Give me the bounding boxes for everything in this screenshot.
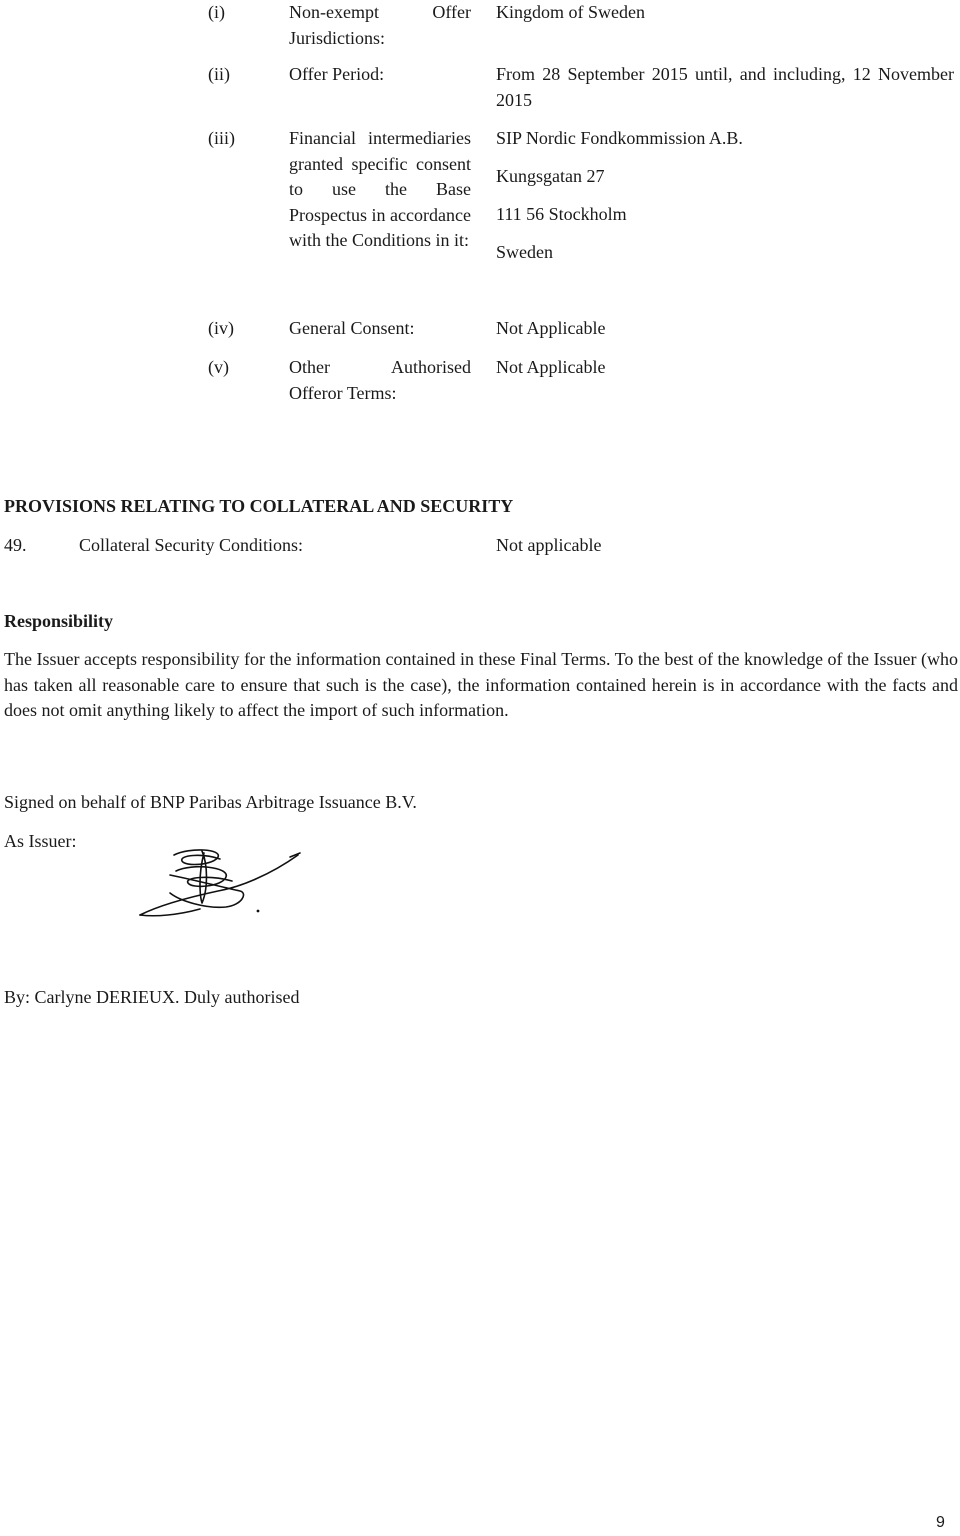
row-iii-value-line-2: Kungsgatan 27 — [496, 166, 605, 186]
signature-image — [130, 845, 310, 925]
row-iv-value: Not Applicable — [496, 318, 606, 338]
provisions-heading: PROVISIONS RELATING TO COLLATERAL AND SECURITY — [4, 496, 514, 516]
row-ii-number: (ii) — [208, 64, 230, 84]
responsibility-paragraph: The Issuer accepts responsibility for the information contained in these Final Terms. To the best of the knowledge of the Issuer (who has taken all reasonable care to ensure that such is the case), the information contained herein is in accordance with the facts and does not omit anything likely to affect the import of such information. — [4, 649, 958, 720]
as-issuer-label: As Issuer: — [4, 831, 77, 851]
row-iii-label: Financial intermediaries granted specific consent to use the Base Prospectus in accordance with the Conditions in it: — [289, 128, 471, 250]
signatory-by-line: By: Carlyne DERIEUX. Duly authorised — [4, 987, 300, 1007]
row-iv-number: (iv) — [208, 318, 234, 338]
row-iii-value-line-3: 111 56 Stockholm — [496, 204, 627, 224]
provisions-item-number: 49. — [4, 535, 27, 555]
row-ii-label: Offer Period: — [289, 64, 385, 84]
row-iii-number: (iii) — [208, 128, 235, 148]
row-iii-value-line-1: SIP Nordic Fondkommission A.B. — [496, 128, 743, 148]
signed-on-behalf: Signed on behalf of BNP Paribas Arbitrage Issuance B.V. — [4, 792, 417, 812]
row-iv-label: General Consent: — [289, 318, 415, 338]
row-i-number: (i) — [208, 2, 225, 22]
row-ii-value: From 28 September 2015 until, and including, 12 November 2015 — [496, 64, 954, 110]
row-v-number: (v) — [208, 357, 229, 377]
row-v-value: Not Applicable — [496, 357, 606, 377]
row-i-label: Non-exempt Offer Jurisdictions: — [289, 2, 471, 48]
provisions-item-value: Not applicable — [496, 535, 602, 555]
page-number: 9 — [936, 1514, 945, 1531]
row-i-value: Kingdom of Sweden — [496, 2, 645, 22]
row-iii-value-line-4: Sweden — [496, 242, 553, 262]
row-v-label: Other Authorised Offeror Terms: — [289, 357, 471, 403]
responsibility-heading: Responsibility — [4, 611, 114, 631]
provisions-item-label: Collateral Security Conditions: — [79, 535, 303, 555]
